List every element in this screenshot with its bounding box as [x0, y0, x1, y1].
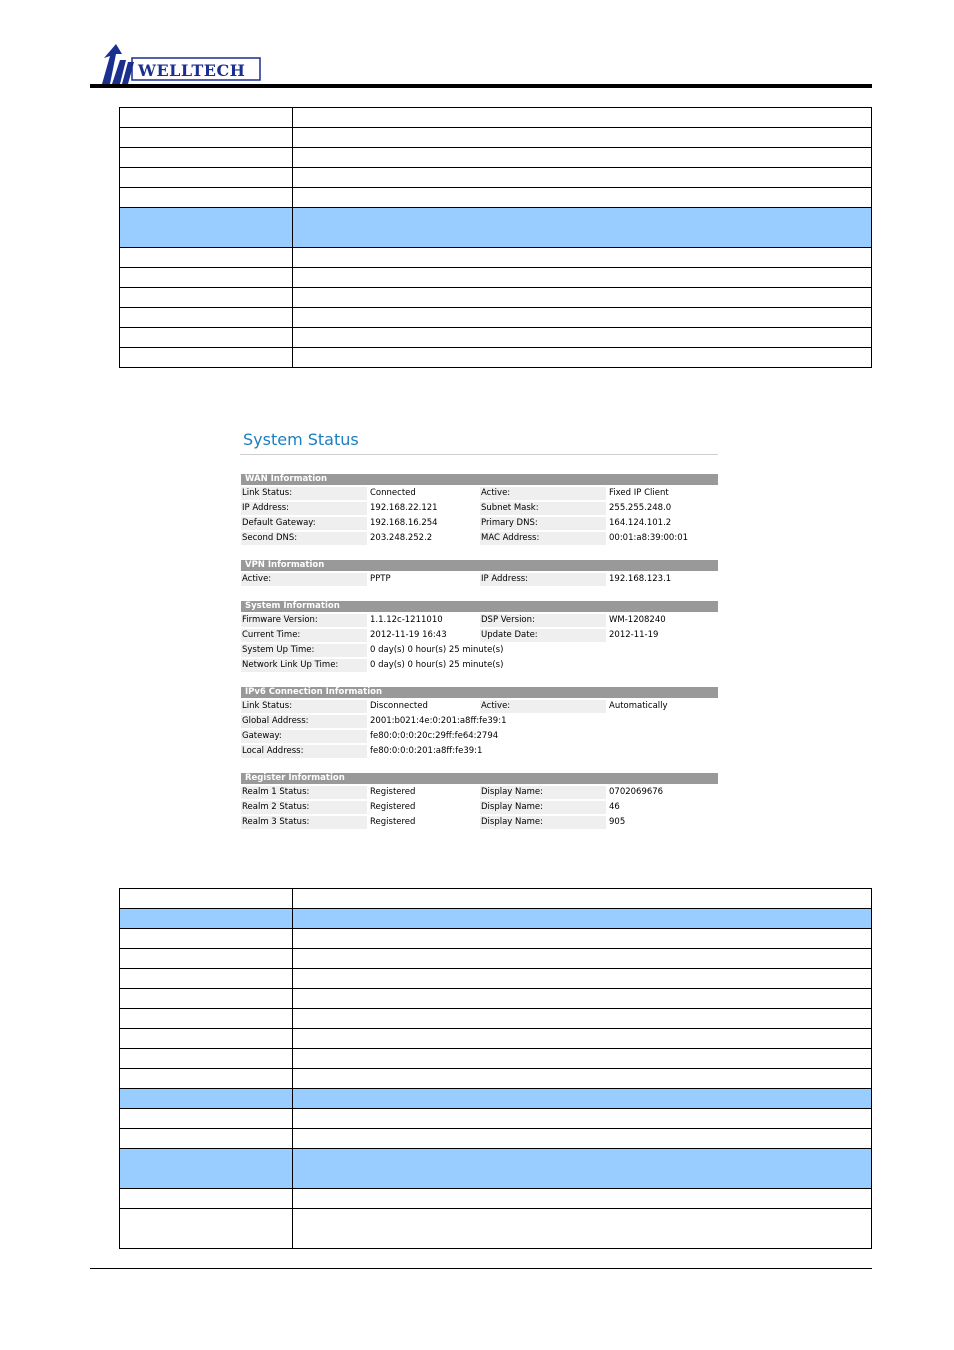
info-row	[241, 730, 718, 743]
field-value: Fixed IP Client	[609, 488, 669, 498]
field-value: 2012-11-19	[609, 630, 659, 640]
field-value: Automatically	[609, 701, 668, 711]
table-row	[120, 188, 872, 208]
field-label: Display Name:	[480, 801, 606, 814]
field-value: Registered	[370, 787, 416, 797]
field-label: Update Date:	[480, 629, 606, 642]
info-row	[241, 659, 718, 672]
info-row	[241, 517, 718, 530]
field-label: MAC Address:	[480, 532, 606, 545]
field-value: fe80:0:0:0:20c:29ff:fe64:2794	[370, 731, 499, 741]
field-value: WM-1208240	[609, 615, 666, 625]
info-row	[241, 801, 718, 814]
info-row	[241, 573, 718, 586]
field-label: Global Address:	[241, 715, 367, 728]
table-row-highlighted	[120, 1149, 872, 1189]
register-information-section	[241, 773, 718, 829]
table-row	[120, 328, 872, 348]
section-header: VPN Information	[241, 560, 718, 571]
table-row-highlighted	[120, 909, 872, 929]
field-value: 2001:b021:4e:0:201:a8ff:fe39:1	[370, 716, 507, 726]
welltech-logo	[98, 44, 263, 86]
header-rule	[90, 84, 872, 88]
table-row	[120, 969, 872, 989]
system-information-section	[241, 601, 718, 672]
field-value: 192.168.22.121	[370, 503, 438, 513]
logo-wordmark: WELLTECH	[138, 61, 246, 80]
info-row	[241, 502, 718, 515]
field-value: 1.1.12c-1211010	[370, 615, 443, 625]
field-label: Current Time:	[241, 629, 367, 642]
table-row	[120, 288, 872, 308]
field-label: Display Name:	[480, 786, 606, 799]
table-row-highlighted	[120, 208, 872, 248]
table-row	[120, 348, 872, 368]
field-value: 46	[609, 802, 620, 812]
info-row	[241, 614, 718, 627]
table-row	[120, 1109, 872, 1129]
table-row	[120, 308, 872, 328]
info-row	[241, 816, 718, 829]
field-label: Default Gateway:	[241, 517, 367, 530]
field-value: PPTP	[370, 574, 391, 584]
field-label: Realm 2 Status:	[241, 801, 367, 814]
field-label: System Up Time:	[241, 644, 367, 657]
field-label: Active:	[480, 700, 606, 713]
table-row	[120, 248, 872, 268]
field-label: Primary DNS:	[480, 517, 606, 530]
table-row	[120, 128, 872, 148]
field-value: 0 day(s) 0 hour(s) 25 minute(s)	[370, 645, 504, 655]
table-row	[120, 168, 872, 188]
field-label: Link Status:	[241, 700, 367, 713]
field-label: Realm 1 Status:	[241, 786, 367, 799]
system-status-panel	[240, 426, 718, 831]
footer-rule	[90, 1268, 872, 1269]
field-label: Gateway:	[241, 730, 367, 743]
table-row	[120, 1189, 872, 1209]
section-header: Register Information	[241, 773, 718, 784]
field-value: 192.168.123.1	[609, 574, 672, 584]
section-header: System Information	[241, 601, 718, 612]
field-value: 00:01:a8:39:00:01	[609, 533, 689, 543]
field-label: DSP Version:	[480, 614, 606, 627]
field-value: 0702069676	[609, 787, 664, 797]
info-row	[241, 487, 718, 500]
vpn-information-section	[241, 560, 718, 586]
field-label: Active:	[480, 487, 606, 500]
table-row	[120, 1029, 872, 1049]
info-row	[241, 745, 718, 758]
field-value: fe80:0:0:0:201:a8ff:fe39:1	[370, 746, 483, 756]
section-header: IPv6 Connection Information	[241, 687, 718, 698]
table-row	[120, 929, 872, 949]
table-row	[120, 989, 872, 1009]
field-label: Display Name:	[480, 816, 606, 829]
field-label: Active:	[241, 573, 367, 586]
field-value: 905	[609, 817, 626, 827]
field-value: 164.124.101.2	[609, 518, 672, 528]
field-value: Registered	[370, 817, 416, 827]
field-label: Local Address:	[241, 745, 367, 758]
field-label: Realm 3 Status:	[241, 816, 367, 829]
table-row	[120, 949, 872, 969]
info-row	[241, 532, 718, 545]
info-row	[241, 644, 718, 657]
field-value: 203.248.252.2	[370, 533, 433, 543]
table-row-highlighted	[120, 1089, 872, 1109]
field-label: IP Address:	[480, 573, 606, 586]
field-value: Registered	[370, 802, 416, 812]
field-value: 0 day(s) 0 hour(s) 25 minute(s)	[370, 660, 504, 670]
bottom-spec-table	[119, 888, 872, 1249]
info-row	[241, 629, 718, 642]
info-row	[241, 786, 718, 799]
top-spec-table	[119, 107, 872, 368]
info-row	[241, 715, 718, 728]
field-label: Subnet Mask:	[480, 502, 606, 515]
field-value: Disconnected	[370, 701, 428, 711]
system-status-title: System Status	[240, 426, 718, 455]
ipv6-connection-section	[241, 687, 718, 758]
field-value: Connected	[370, 488, 416, 498]
table-row	[120, 148, 872, 168]
field-label: Network Link Up Time:	[241, 659, 367, 672]
table-row	[120, 1009, 872, 1029]
table-row	[120, 1209, 872, 1249]
field-value: 255.255.248.0	[609, 503, 672, 513]
table-row	[120, 108, 872, 128]
field-value: 192.168.16.254	[370, 518, 438, 528]
table-row	[120, 1049, 872, 1069]
table-row	[120, 268, 872, 288]
table-row	[120, 1129, 872, 1149]
field-label: Second DNS:	[241, 532, 367, 545]
field-label: IP Address:	[241, 502, 367, 515]
section-header: WAN Information	[241, 474, 718, 485]
field-label: Link Status:	[241, 487, 367, 500]
wan-information-section	[241, 474, 718, 545]
field-label: Firmware Version:	[241, 614, 367, 627]
table-row	[120, 1069, 872, 1089]
field-value: 2012-11-19 16:43	[370, 630, 447, 640]
table-row	[120, 889, 872, 909]
info-row	[241, 700, 718, 713]
